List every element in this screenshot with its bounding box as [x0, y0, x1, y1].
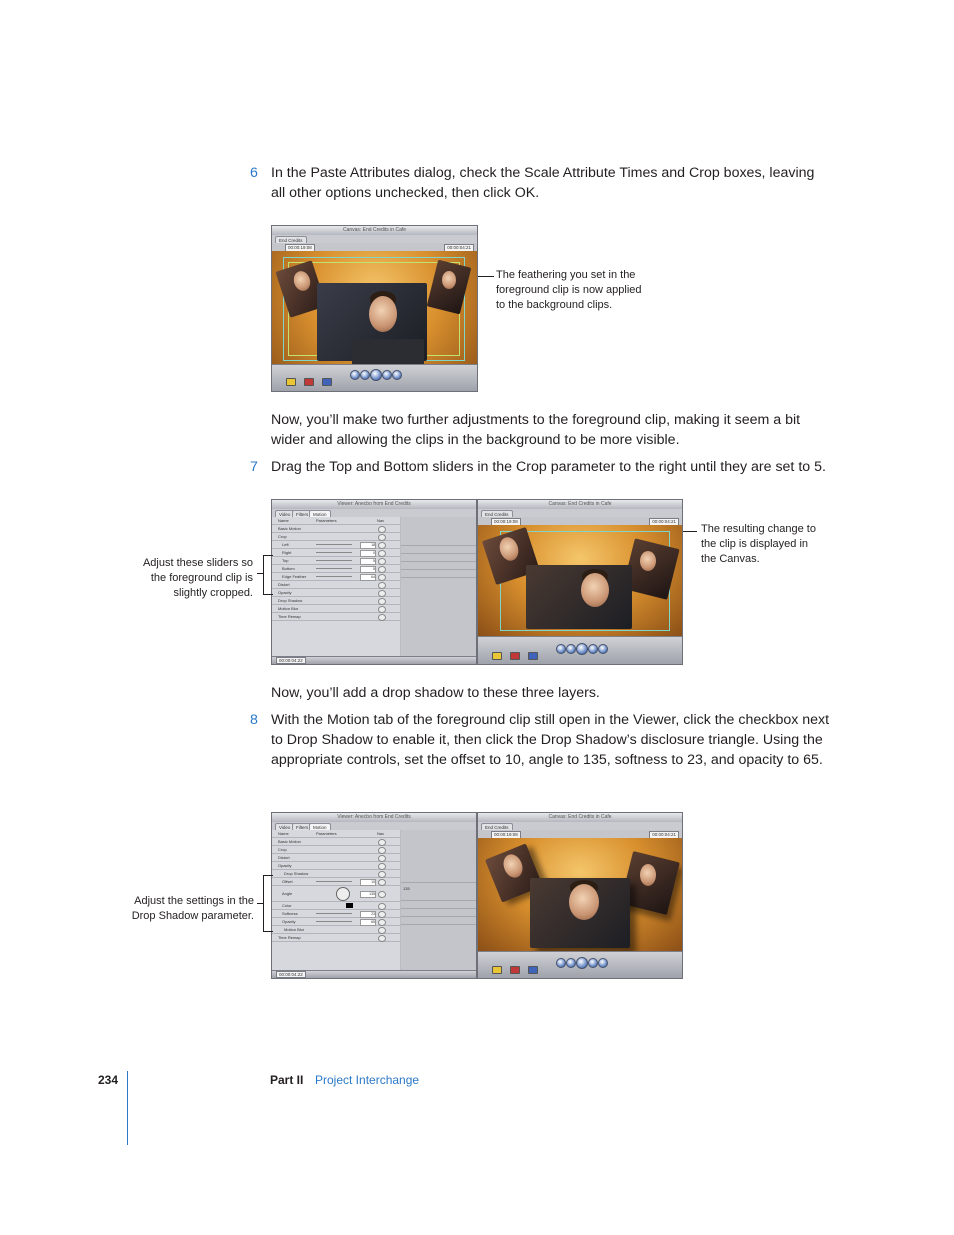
paragraph-drop-shadow: Now, you’ll add a drop shadow to these three layers. — [271, 685, 600, 701]
timecode-duration: 00:00:19:08 — [285, 244, 315, 252]
callout-resulting-change: The resulting change to the clip is displayed in the Canvas. — [701, 523, 816, 565]
footer-chapter-link[interactable]: Project Interchange — [315, 1073, 420, 1087]
keyframe-graph — [401, 517, 476, 657]
keyframe-graph: 135 — [401, 830, 476, 971]
tab-motion[interactable]: Motion — [309, 510, 331, 518]
canvas-screenshot-2: Canvas: End Credits in Cafe End Credits 00:00:19:08 00:00:04:21 — [477, 499, 683, 665]
viewer-screenshot-3: Viewer: Anecbo from End Credits Video Filters Motion Name Parameters Nav Basic Motion Crop Distort Opacity Drop Shadow Offset 10 Angle 135 Color Softness 23 Opacity 65 Motion Blur Time Remap 135 00:00:04:22 — [271, 812, 477, 979]
step-number: 7 — [250, 459, 258, 475]
tab-video[interactable]: Video — [275, 510, 294, 518]
parameter-list: Name Parameters Nav Basic Motion Crop Left 18 Right 0 Top 5 Bottom 5 Edge Feather 64 Distort Opacity Drop Shadow Motion Blur Time Remap — [272, 517, 400, 657]
param-basic-motion[interactable]: Basic Motion — [278, 526, 301, 531]
color-swatch[interactable] — [346, 903, 353, 908]
callout-feathering: The feathering you set in the foreground clip is now applied to the background clips. — [496, 269, 642, 311]
parameter-list: Name Parameters Nav Basic Motion Crop Distort Opacity Drop Shadow Offset 10 Angle 135 Color Softness 23 Opacity 65 Motion Blur Time Remap — [272, 830, 400, 971]
angle-dial[interactable] — [336, 887, 350, 901]
callout-drop-shadow-settings: Adjust the settings in the Drop Shadow parameter. — [131, 895, 254, 922]
next-edit-button[interactable] — [382, 370, 392, 380]
footer-part: Part II — [270, 1073, 304, 1087]
window-title: Viewer: Anecbo from End Credits — [337, 501, 411, 507]
timecode: 00:00:04:22 — [276, 657, 306, 664]
tab-filters[interactable]: Filters — [292, 510, 312, 518]
paragraph-adjustments: Now, you’ll make two further adjustments to the foreground clip, making it seem a bit wider and allowing the clips in the background to be more visible. — [271, 412, 801, 448]
window-title: Canvas: End Credits in Cafe — [342, 227, 407, 233]
play-around-button[interactable] — [392, 370, 402, 380]
prev-edit-button[interactable] — [360, 370, 370, 380]
video-frame — [478, 525, 682, 637]
transport-controls — [272, 364, 477, 391]
param-crop[interactable]: Crop — [278, 534, 287, 539]
timecode-current: 00:00:04:21 — [444, 244, 474, 252]
step-text: Drag the Top and Bottom sliders in the Crop parameter to the right until they are set to 5. — [271, 459, 826, 475]
play-in-out-button[interactable] — [350, 370, 360, 380]
canvas-screenshot-1 — [271, 225, 478, 392]
window-title: Canvas: End Credits in Cafe — [548, 501, 612, 507]
play-button[interactable] — [370, 369, 382, 381]
canvas-screenshot-3: Canvas: End Credits in Cafe End Credits 00:00:19:08 00:00:04:21 — [477, 812, 683, 979]
video-frame — [478, 838, 682, 952]
step-text: With the Motion tab of the foreground clip still open in the Viewer, click the checkbox next to Drop Shadow to enable it, then click the Drop Shadow’s disclosure triangle. Using the appropriate controls, set the offset to 10, angle to 135, softness to 23, and opacity to 65. — [271, 712, 830, 768]
viewer-screenshot-2 — [271, 499, 477, 665]
step-text: In the Paste Attributes dialog, check the Scale Attribute Times and Crop boxes, leaving all other options unchecked, then click OK. — [271, 165, 815, 201]
param-drop-shadow[interactable]: Drop Shadow — [284, 871, 309, 876]
tab-end-credits: End Credits — [275, 236, 307, 244]
page-number: 234 — [98, 1073, 119, 1087]
window-title: Viewer: Anecbo from End Credits — [337, 814, 411, 820]
callout-line — [478, 276, 494, 277]
footer-rule — [127, 1071, 128, 1145]
step-number: 6 — [250, 165, 258, 181]
step-number: 8 — [250, 712, 258, 728]
callout-adjust-sliders: Adjust these sliders so the foreground clip is slightly cropped. — [142, 557, 253, 599]
